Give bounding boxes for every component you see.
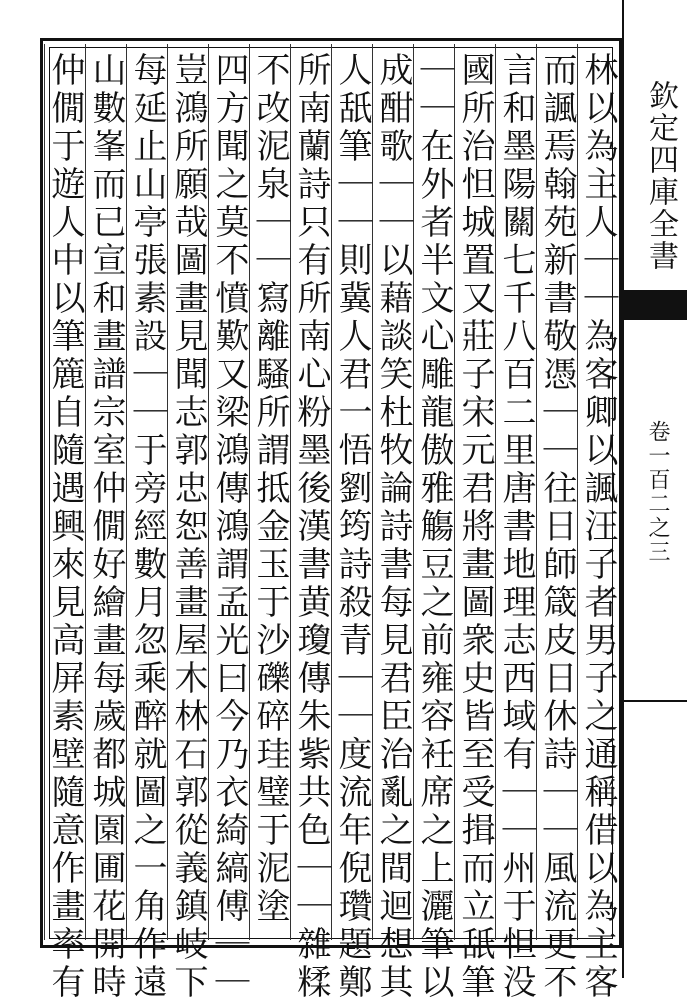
column-text: 豈鴻所願哉圖畫見聞志郭忠恕善畫屋木林石郭從義鎮岐下 <box>168 52 208 1002</box>
text-column <box>372 44 413 1002</box>
text-column <box>85 44 126 1002</box>
text-column <box>536 44 577 1002</box>
column-text: 人舐筆｜｜則冀人君一悟劉筠詩殺青｜｜度流年倪瓚題鄭 <box>332 52 372 1002</box>
text-columns <box>44 44 618 1002</box>
page-margin <box>622 0 687 978</box>
book-title: 欽定四庫全書 <box>643 80 678 272</box>
text-column <box>495 44 536 1002</box>
text-column <box>454 44 495 1002</box>
text-column <box>331 44 372 1002</box>
column-text: 所南蘭詩只有所南心粉墨後漢書黄瓊傳朱紫共色｜｜雜糅 <box>291 52 331 1002</box>
text-column <box>413 44 454 1002</box>
text-column <box>249 44 290 940</box>
text-column <box>208 44 249 1002</box>
column-text: 而諷焉翰苑新書敬憑｜｜往日師箴皮日休詩｜｜風流更不 <box>537 52 577 1002</box>
fish-tail-mark <box>624 290 687 320</box>
text-column <box>290 44 331 1002</box>
column-text: 不改泥泉｜｜寫離騷所謂抵金玉于沙礫碎珪璧于泥塗 <box>250 52 290 926</box>
margin-divider <box>624 700 687 702</box>
column-text: 四方聞之莫不憤歎又梁鴻傳鴻謂孟光曰今乃衣綺縞傅｜｜ <box>209 52 249 1002</box>
text-column <box>167 44 208 1002</box>
text-column <box>126 44 167 1002</box>
column-text: 每延止山亭張素設｜｜于旁經數月忽乘醉就圖之一角作遠 <box>127 52 167 1002</box>
column-text: ｜｜在外者半文心雕龍傲雅觴豆之前雍容衽席之上灑筆以 <box>414 52 454 1002</box>
column-text: 山數峯而已宣和畫譜宗室仲僩好繪畫每歲都城園圃花開時 <box>86 52 126 1002</box>
column-text: 言和墨陽關七千八百二里唐書地理志西域有｜｜州于怛没 <box>496 52 536 1002</box>
column-text: 成酣歌｜｜以藉談笑杜牧論詩書每見君臣治亂之間迴想其 <box>373 52 413 1002</box>
column-text: 仲僩于遊人中以筆簏自隨遇興來見高屏素壁隨意作畫率有 <box>45 52 85 1002</box>
text-column <box>44 44 85 1002</box>
volume-label: 卷一百二之三 <box>645 420 670 564</box>
column-text: 林以為主人｜｜為客卿以諷汪子者男子之通稱借以為主客 <box>578 52 618 1002</box>
column-text: 國所治怛城置又莊子宋元君將畫圖衆史皆至受揖而立舐筆 <box>455 52 495 1002</box>
text-column <box>577 44 618 1002</box>
